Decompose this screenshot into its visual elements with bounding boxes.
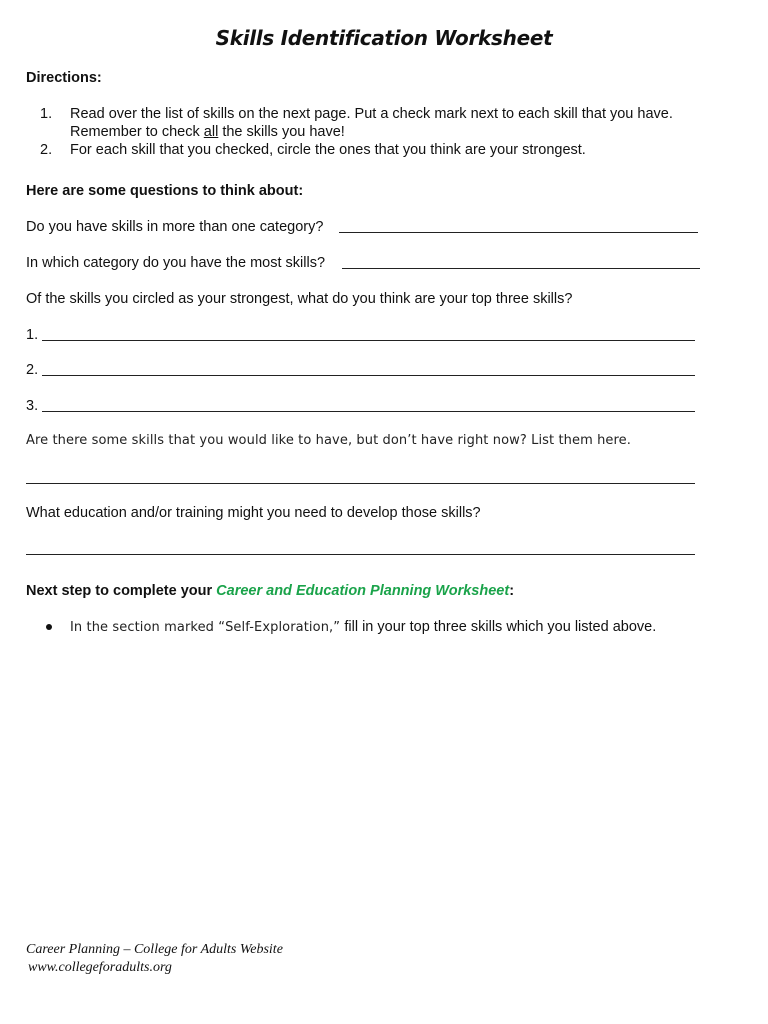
question-most-skills: In which category do you have the most skills?: [26, 255, 326, 271]
footer-url: www.collegeforadults.org: [28, 960, 172, 975]
direction-item-2-number: 2.: [40, 142, 53, 158]
answer-line-categories[interactable]: [339, 232, 698, 233]
direction-item-2-line-1: For each skill that you checked, circle the ones that you think are your strongest.: [70, 142, 586, 158]
top-skill-3-label: 3.: [26, 398, 39, 414]
planning-worksheet-name: Career and Education Planning Worksheet: [216, 583, 510, 599]
emphasis-all: all: [203, 124, 219, 140]
direction-item-1-line-2: Remember to check all the skills you have!: [70, 124, 345, 140]
answer-line-most-skills[interactable]: [342, 268, 700, 269]
top-skill-2-line[interactable]: [42, 375, 695, 376]
answer-line-education-training[interactable]: [26, 554, 695, 555]
bullet-icon: [46, 624, 52, 630]
directions-heading: Directions:: [26, 70, 102, 86]
question-categories: Do you have skills in more than one category?: [26, 219, 324, 235]
direction-item-1-line-1: Read over the list of skills on the next page. Put a check mark next to each skill that you have.: [70, 106, 673, 122]
footer-site-name: Career Planning – College for Adults Website: [26, 942, 283, 957]
question-top-three: Of the skills you circled as your strongest, what do you think are your top three skills?: [26, 291, 573, 307]
question-education-training: What education and/or training might you need to develop those skills?: [26, 505, 481, 521]
top-skill-1-label: 1.: [26, 327, 39, 343]
top-skill-1-line[interactable]: [42, 340, 695, 341]
page-title: Skills Identification Worksheet: [215, 26, 553, 50]
top-skill-3-line[interactable]: [42, 411, 695, 412]
top-skill-2-label: 2.: [26, 362, 39, 378]
answer-line-skills-to-have[interactable]: [26, 483, 695, 484]
next-step-heading: Next step to complete your Career and Education Planning Worksheet:: [26, 583, 515, 599]
direction-item-1-number: 1.: [40, 106, 53, 122]
next-step-instruction: In the section marked “Self-Exploration,” fill in your top three skills which you listed above.: [70, 619, 657, 635]
question-skills-to-have: Are there some skills that you would like to have, but don’t have right now? List them here.: [26, 433, 632, 448]
questions-heading: Here are some questions to think about:: [26, 183, 304, 199]
